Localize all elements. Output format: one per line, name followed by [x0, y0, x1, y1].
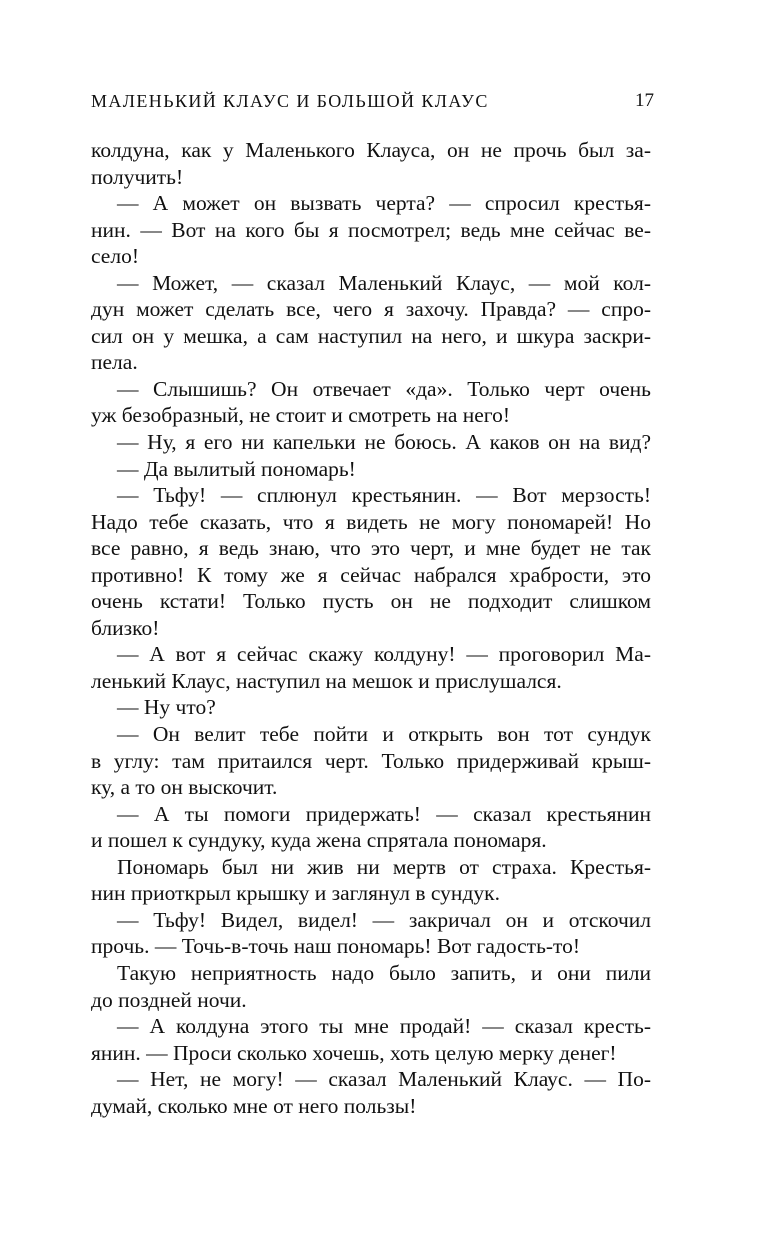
text-line: в углу: там притаился черт. Только придерживай крыш-	[91, 748, 651, 773]
running-title: МАЛЕНЬКИЙ КЛАУС И БОЛЬШОЙ КЛАУС	[91, 91, 489, 111]
text-line: пела.	[91, 350, 138, 375]
text-line: — А может он вызвать черта? — спросил крестья-	[117, 191, 651, 216]
text-line: Такую неприятность надо было запить, и они пили	[117, 960, 651, 985]
text-line: — Может, — сказал Маленький Клаус, — мой кол-	[117, 270, 651, 295]
text-line: — Тьфу! — сплюнул крестьянин. — Вот мерзость!	[117, 483, 651, 508]
text-line: ку, а то он выскочит.	[91, 775, 278, 800]
text-line: до поздней ночи.	[91, 987, 247, 1012]
text-line: — Нет, не могу! — сказал Маленький Клаус. — По-	[117, 1067, 651, 1092]
text-line: и пошел к сундуку, куда жена спрятала пономаря.	[91, 828, 547, 853]
text-line: — Он велит тебе пойти и открыть вон тот сундук	[117, 722, 651, 747]
text-line: получить!	[91, 164, 184, 189]
text-line: — А колдуна этого ты мне продай! — сказал кресть-	[117, 1014, 651, 1039]
text-line: колдуна, как у Маленького Клауса, он не прочь был за-	[91, 138, 651, 162]
text-line: прочь. — Точь-в-точь наш пономарь! Вот гадость-то!	[91, 934, 581, 959]
text-line: село!	[91, 244, 139, 269]
text-line: — А вот я сейчас скажу колдуну! — проговорил Ма-	[117, 642, 651, 667]
text-line: противно! К тому же я сейчас набрался храбрости, это	[91, 562, 651, 587]
text-line: уж безобразный, не стоит и смотреть на него!	[91, 403, 510, 428]
text-line: нин приоткрыл крышку и заглянул в сундук.	[91, 881, 500, 906]
text-line: дун может сделать все, чего я захочу. Правда? — спро-	[91, 297, 651, 322]
text-line: Пономарь был ни жив ни мертв от страха. Крестья-	[117, 854, 651, 879]
text-line: — Слышишь? Он отвечает «да». Только черт очень	[117, 376, 651, 401]
text-line: близко!	[91, 615, 160, 640]
text-line: — А ты помоги придержать! — сказал крестьянин	[117, 801, 651, 826]
text-line: ленький Клаус, наступил на мешок и прислушался.	[91, 668, 562, 693]
text-line: очень кстати! Только пусть он не подходит слишком	[91, 589, 651, 614]
body-text	[91, 137, 651, 1119]
text-line: янин. — Проси сколько хочешь, хоть целую мерку денег!	[91, 1040, 617, 1065]
text-line: сил он у мешка, а сам наступил на него, и шкура заскри-	[91, 323, 651, 348]
text-line: — Ну, я его ни капельки не боюсь. А каков он на вид?	[117, 430, 651, 455]
text-line: все равно, я ведь знаю, что это черт, и мне будет не так	[91, 536, 651, 561]
text-line: Надо тебе сказать, что я видеть не могу пономарей! Но	[91, 509, 651, 534]
page-number: 17	[635, 90, 654, 111]
text-line: — Ну что?	[117, 695, 216, 720]
text-line: — Тьфу! Видел, видел! — закричал он и отскочил	[117, 907, 651, 932]
text-line: думай, сколько мне от него пользы!	[91, 1093, 417, 1118]
text-line: — Да вылитый пономарь!	[117, 456, 356, 481]
text-line: нин. — Вот на кого бы я посмотрел; ведь мне сейчас ве-	[91, 217, 651, 242]
